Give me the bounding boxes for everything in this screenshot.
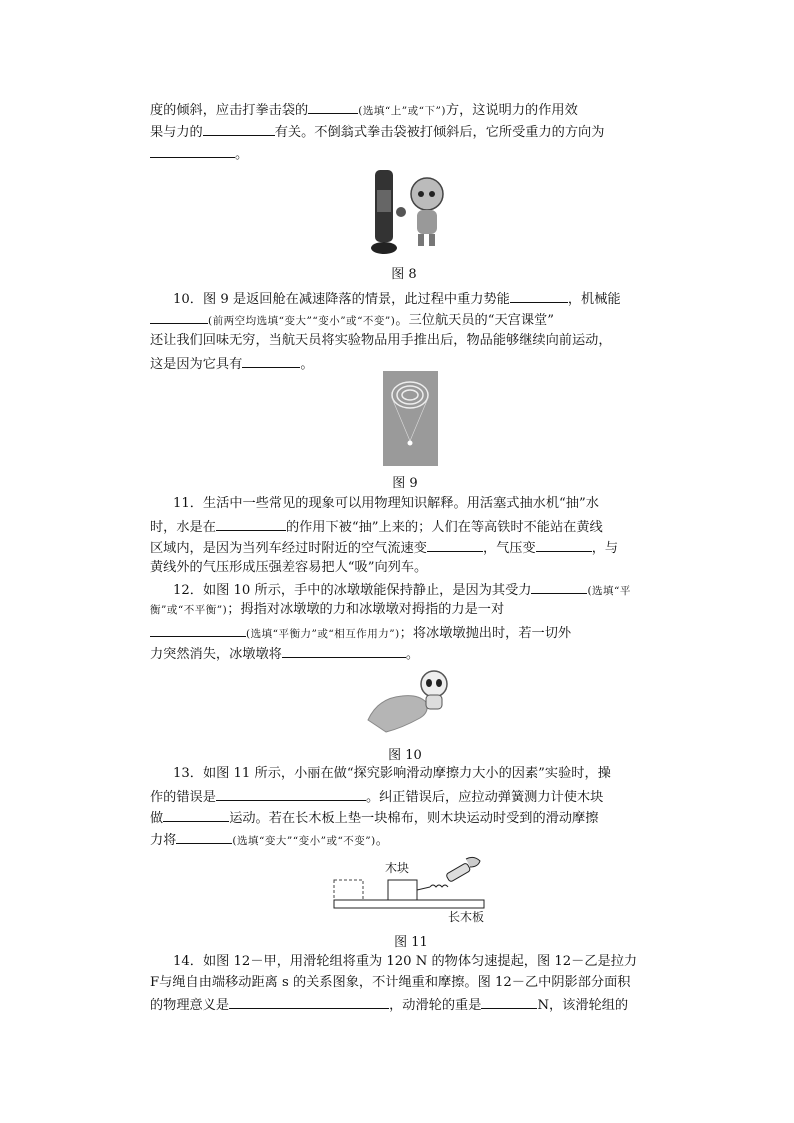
q9-text: 方，这说明力的作用效 [445,103,578,118]
q13-text: 。纠正错误后，应拉动弹簧测力计使木块 [365,790,604,805]
q14-line-3 [150,996,628,1014]
q14-text: N，该滑轮组的 [537,998,629,1013]
answer-blank[interactable] [536,539,592,552]
figure-caption: 图 8 [391,267,417,282]
figure-8-punching-bag [365,166,455,262]
answer-blank[interactable] [531,581,587,594]
q11-text: 11．生活中一些常见的现象可以用物理知识解释。用活塞式抽水机“抽”水 [173,496,599,511]
answer-blank[interactable] [481,996,537,1009]
answer-blank[interactable] [216,518,286,531]
q13-text: 作的错误是 [150,790,216,805]
board-label: 长木板 [448,910,485,924]
q10-text: ，机械能 [567,292,621,307]
q9-text: 。 [235,147,249,162]
q13-text: 13．如图 11 所示，小丽在做“探究影响滑动摩擦力大小的因素”实验时，操 [173,766,611,781]
q12-text: ；拇指对冰墩墩的力和冰墩墩对拇指的力是一对 [227,602,505,617]
answer-blank[interactable] [163,809,229,822]
q11-text: 时，水是在 [150,520,216,535]
q10-line-2 [150,311,554,329]
answer-blank[interactable] [150,311,208,324]
hint-text: (选填“上”或“下”) [358,105,446,117]
q10-text: 。 [300,357,314,372]
q10-text: 还让我们回味无穷，当航天员将实验物品用手推出后，物品能够继续向前运动， [150,333,612,348]
answer-blank[interactable] [308,101,358,114]
q10-line-3 [150,333,612,349]
q12-line-1 [173,581,631,599]
q12-text: 。 [405,647,420,662]
q11-text: ，与 [591,541,619,556]
q13-line-3 [150,809,598,827]
hint-text: (选填“平衡力”或“相互作用力”) [246,628,400,640]
q13-line-1 [173,766,611,782]
answer-blank[interactable] [427,539,483,552]
answer-blank[interactable] [216,788,366,801]
q12-text: 力突然消失，冰墩墩将 [150,647,282,662]
q9-line-2 [150,123,604,141]
q10-text: 10．图 9 是返回舱在减速降落的情景，此过程中重力势能 [173,292,510,307]
q13-text: 。 [375,833,389,848]
q11-text: ，气压变 [482,541,536,556]
q10-text: 这是因为它具有 [150,357,243,372]
answer-blank[interactable] [176,831,232,844]
q11-line-3 [150,539,618,557]
q11-text: 区域内，是因为当列车经过时附近的空气流速变 [150,541,427,556]
q10-line-1 [173,290,621,308]
answer-blank[interactable] [150,145,235,158]
q9-text: 有关。不倒翁式拳击袋被打倾斜后，它所受重力的方向为 [274,125,605,140]
answer-blank[interactable] [150,624,246,637]
figure-10-hand-holding-toy [366,662,456,738]
answer-blank[interactable] [242,355,300,368]
figure-11-friction-setup [330,851,490,923]
q11-line-4 [150,560,427,576]
answer-blank[interactable] [510,290,568,303]
q13-text: 力将 [150,833,177,848]
figure-caption: 图 11 [394,935,428,950]
hint-text: (选填“平 [587,585,631,597]
q13-text: 运动。若在长木板上垫一块棉布，则木块运动时受到的滑动摩擦 [229,811,599,826]
answer-blank[interactable] [203,123,275,136]
figure-caption: 图 9 [392,476,418,491]
q11-text: 黄线外的气压形成压强差容易把人“吸”向列车。 [150,560,428,575]
q9-text: 度的倾斜，应击打拳击袋的 [150,103,309,118]
q12-text: 12．如图 10 所示，手中的冰墩墩能保持静止，是因为其受力 [173,583,532,598]
q14-text: 的物理意义是 [150,998,230,1013]
q14-text: 14．如图 12－甲，用滑轮组将重为 120 N 的物体匀速提起，图 12－乙是拉力 [173,954,638,969]
q10-line-4 [150,355,314,373]
hint-text: (前两空均选填“变大”“变小”或“不变”) [208,315,396,327]
q13-line-2 [150,788,603,806]
q12-line-2 [150,602,504,618]
q14-text: F与绳自由端移动距离 s 的关系图象，不计绳重和摩擦。图 12－乙中阴影部分面积 [150,975,631,990]
q10-text: 。三位航天员的“天宫课堂” [395,313,554,328]
q11-line-2 [150,518,603,536]
figure-caption: 图 10 [388,748,422,763]
q14-line-1 [173,954,637,970]
q11-line-1 [173,496,599,512]
figure-9-parachute [383,371,438,470]
q13-line-4 [150,831,389,849]
answer-blank[interactable] [282,645,406,658]
q12-line-3 [150,624,571,642]
q12-text: ；将冰墩墩抛出时，若一切外 [399,626,572,641]
q12-line-4 [150,645,419,663]
q9-line-1 [150,101,578,119]
hint-text: (选填“变大”“变小”或“不变”) [232,835,376,847]
block-label: 木块 [385,861,410,875]
q11-text: 的作用下被“抽”上来的；人们在等高铁时不能站在黄线 [285,520,603,535]
answer-blank[interactable] [229,996,389,1009]
hint-text: 衡”或“不平衡”) [150,604,228,616]
q14-text: ，动滑轮的重是 [389,998,482,1013]
q9-line-3 [150,145,248,163]
q14-line-2 [150,975,630,991]
q13-text: 做 [150,811,164,826]
q9-text: 果与力的 [150,125,203,140]
